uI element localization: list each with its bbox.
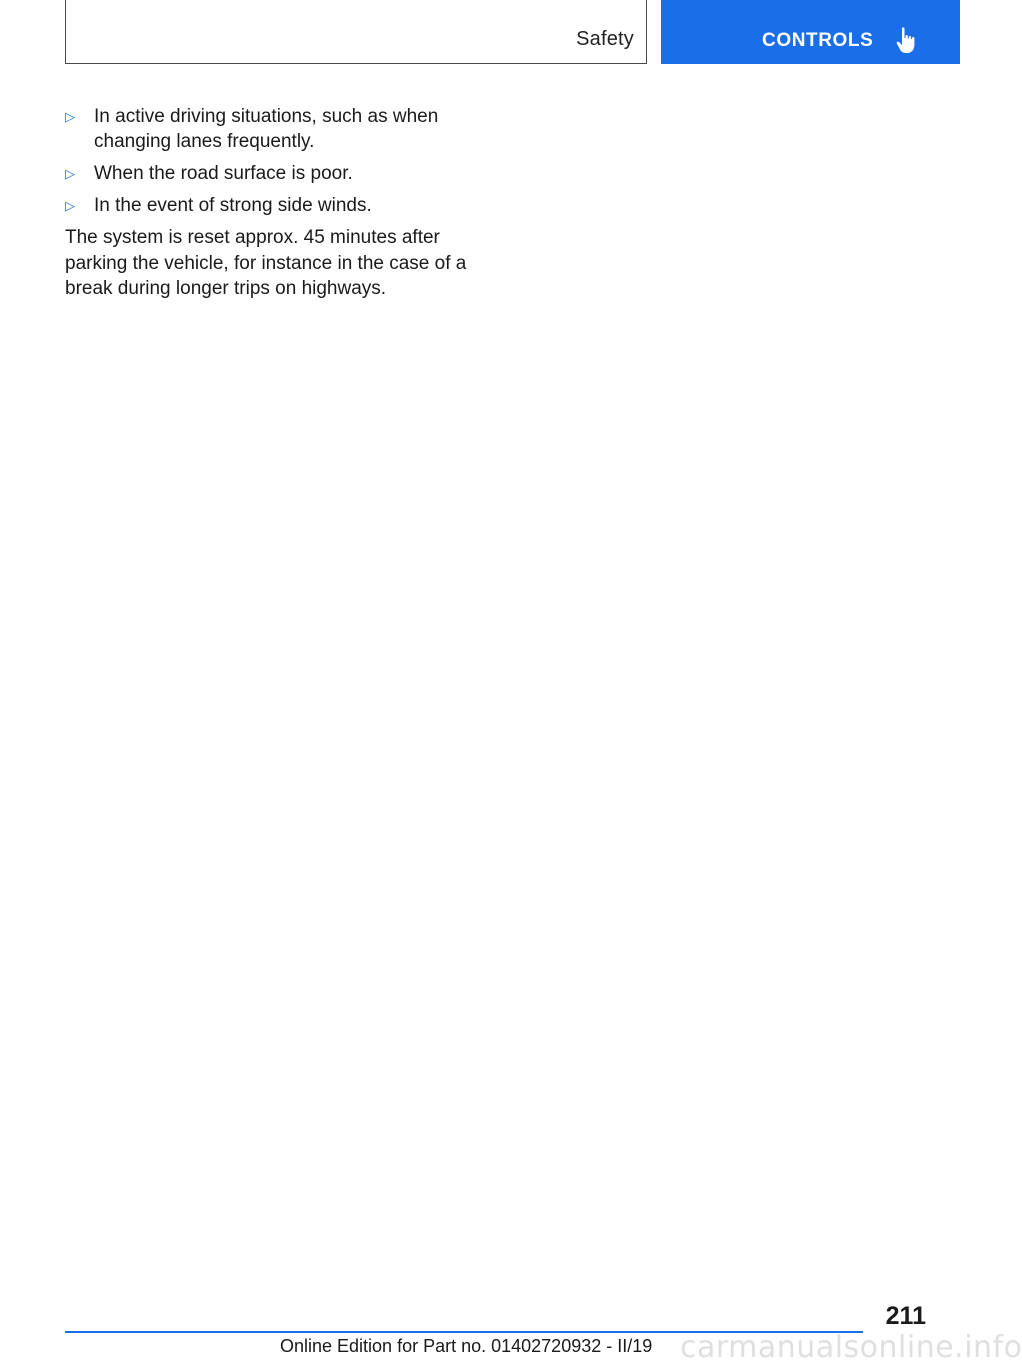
watermark: carmanualsonline.info [680,1330,1022,1365]
list-item [65,193,475,218]
chapter-tab [661,0,960,64]
edition-text: Online Edition for Part no. 01402720932 - II/19 [280,1336,653,1356]
chapter-label: CONTROLS [762,30,874,51]
triangle-bullet-icon: ▷ [65,166,75,181]
list-item [65,161,475,186]
list-item-text: When the road surface is poor. [94,163,353,184]
triangle-bullet-icon: ▷ [65,109,75,124]
header-frame [65,0,647,64]
pointing-hand-icon [895,26,921,54]
content-column [65,104,475,302]
list-item-text: In active driving situations, such as when changing lanes frequently. [94,106,439,152]
list-item-text: In the event of strong side winds. [94,195,372,216]
triangle-bullet-icon: ▷ [65,198,75,213]
bullet-list [65,104,475,218]
body-paragraph: The system is reset approx. 45 minutes after parking the vehicle, for instance in the case of a break during longer trips on highways. [65,227,467,299]
page-number: 211 [885,1302,926,1330]
section-title: Safety [576,28,634,50]
list-item [65,104,475,154]
